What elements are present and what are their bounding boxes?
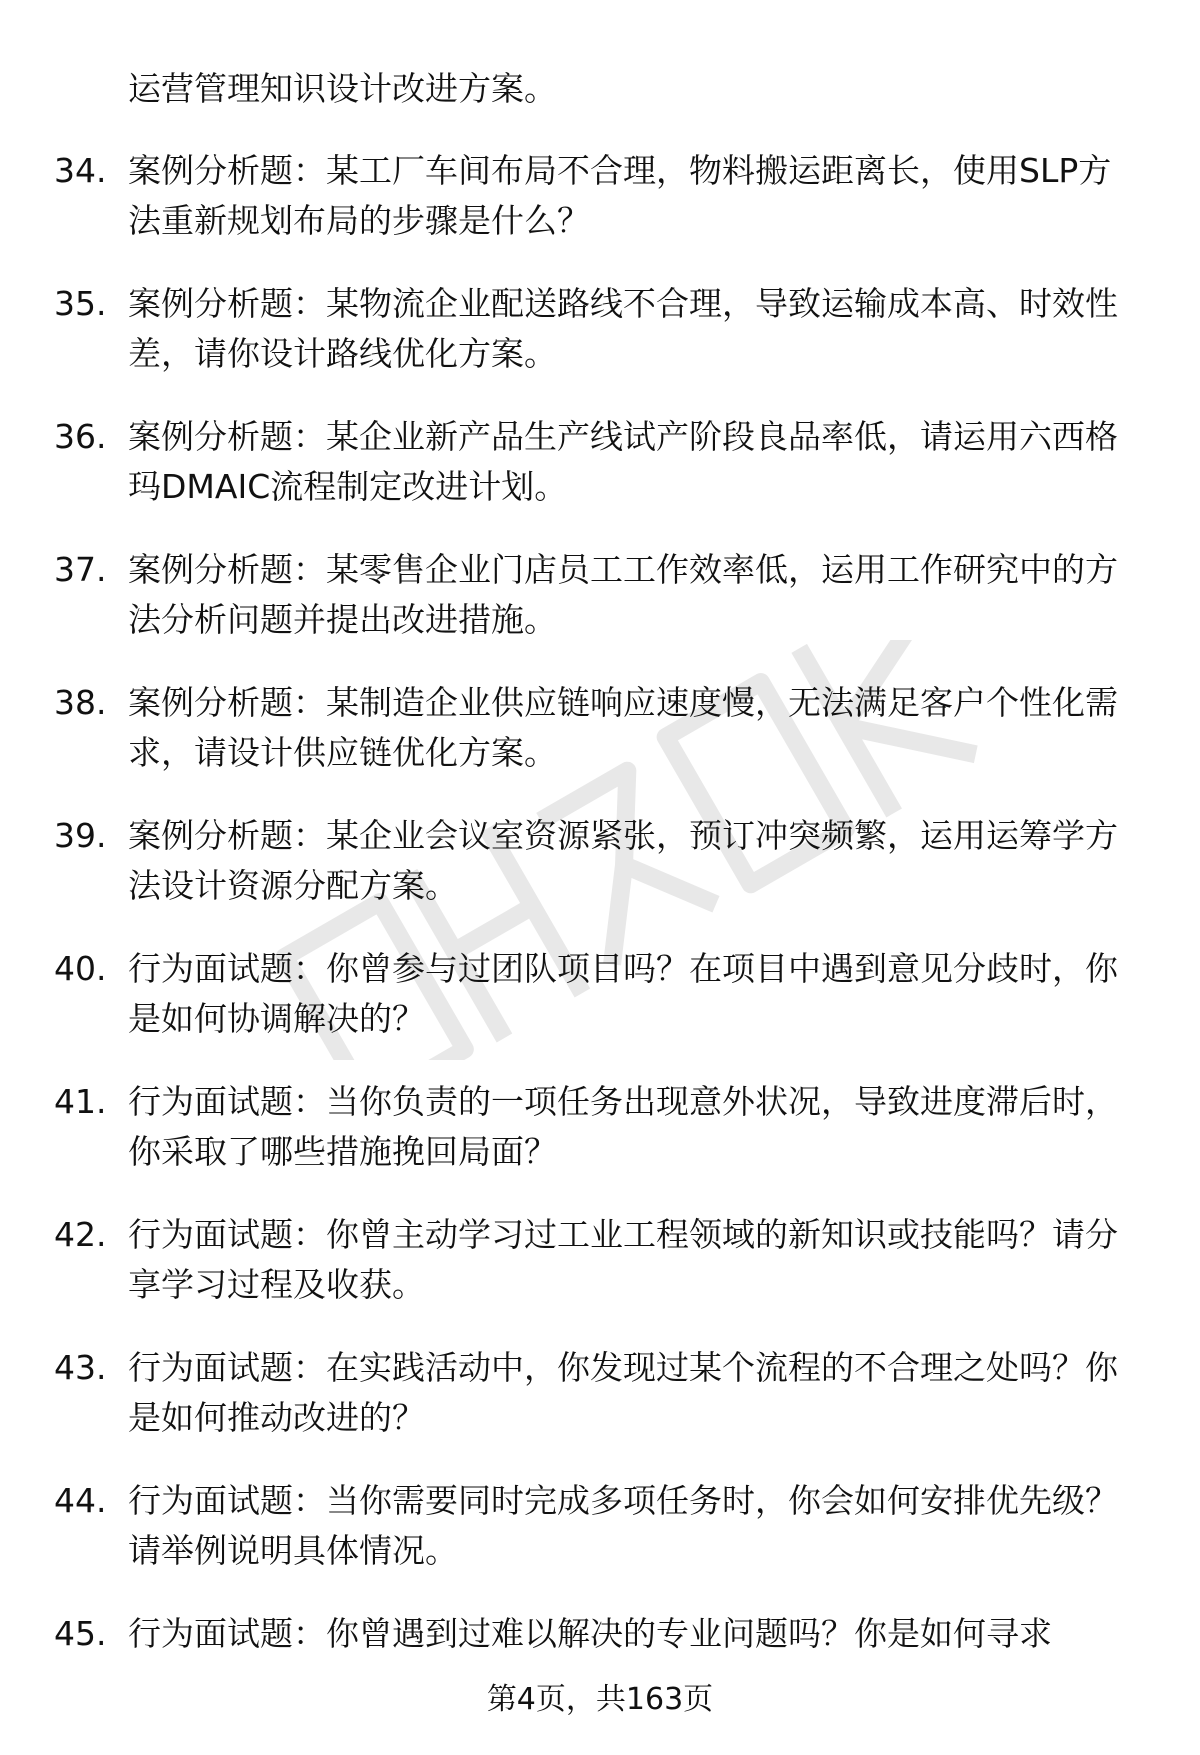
question-text: 案例分析题：某企业会议室资源紧张，预订冲突频繁，运用运筹学方法设计资源分配方案。 [128, 816, 1118, 905]
question-text: 案例分析题：某工厂车间布局不合理，物料搬运距离长，使用SLP方法重新规划布局的步骤是什么？ [128, 151, 1112, 240]
question-text: 行为面试题：你曾主动学习过工业工程领域的新知识或技能吗？请分享学习过程及收获。 [128, 1215, 1118, 1304]
continuation-text: 运营管理知识设计改进方案。 [128, 69, 557, 108]
question-text: 行为面试题：你曾参与过团队项目吗？在项目中遇到意见分歧时，你是如何协调解决的？ [128, 949, 1118, 1038]
question-text: 行为面试题：当你需要同时完成多项任务时，你会如何安排优先级？请举例说明具体情况。 [128, 1481, 1118, 1570]
question-number: 45. [54, 1614, 107, 1653]
question-item [0, 944, 1200, 1077]
question-number: 34. [54, 151, 107, 190]
question-item [0, 545, 1200, 678]
page-footer: 第4页，共163页 [486, 1682, 714, 1717]
question-item [0, 1077, 1200, 1210]
question-number: 39. [54, 816, 107, 855]
question-item [0, 412, 1200, 545]
question-item [0, 811, 1200, 944]
question-number: 37. [54, 550, 107, 589]
question-text: 案例分析题：某物流企业配送路线不合理，导致运输成本高、时效性差，请你设计路线优化方案。 [128, 284, 1118, 373]
question-item [0, 1343, 1200, 1476]
question-text: 行为面试题：在实践活动中，你发现过某个流程的不合理之处吗？你是如何推动改进的？ [128, 1348, 1118, 1437]
question-list [0, 146, 1200, 1742]
question-text: 案例分析题：某制造企业供应链响应速度慢，无法满足客户个性化需求，请设计供应链优化方案。 [128, 683, 1118, 772]
question-number: 44. [54, 1481, 107, 1520]
question-item [0, 1210, 1200, 1343]
question-item [0, 279, 1200, 412]
question-item [0, 146, 1200, 279]
question-number: 42. [54, 1215, 107, 1254]
question-text: 行为面试题：当你负责的一项任务出现意外状况，导致进度滞后时，你采取了哪些措施挽回局面？ [128, 1082, 1118, 1171]
question-item [0, 1476, 1200, 1609]
question-number: 40. [54, 949, 107, 988]
question-number: 43. [54, 1348, 107, 1387]
question-number: 41. [54, 1082, 107, 1121]
question-item [0, 678, 1200, 811]
question-text: 行为面试题：你曾遇到过难以解决的专业问题吗？你是如何寻求 [128, 1614, 1052, 1653]
question-number: 35. [54, 284, 107, 323]
question-text: 案例分析题：某企业新产品生产线试产阶段良品率低，请运用六西格玛DMAIC流程制定改进计划。 [128, 417, 1118, 506]
question-item [0, 1609, 1200, 1742]
question-text: 案例分析题：某零售企业门店员工工作效率低，运用工作研究中的方法分析问题并提出改进措施。 [128, 550, 1118, 639]
question-number: 38. [54, 683, 107, 722]
question-number: 36. [54, 417, 107, 456]
